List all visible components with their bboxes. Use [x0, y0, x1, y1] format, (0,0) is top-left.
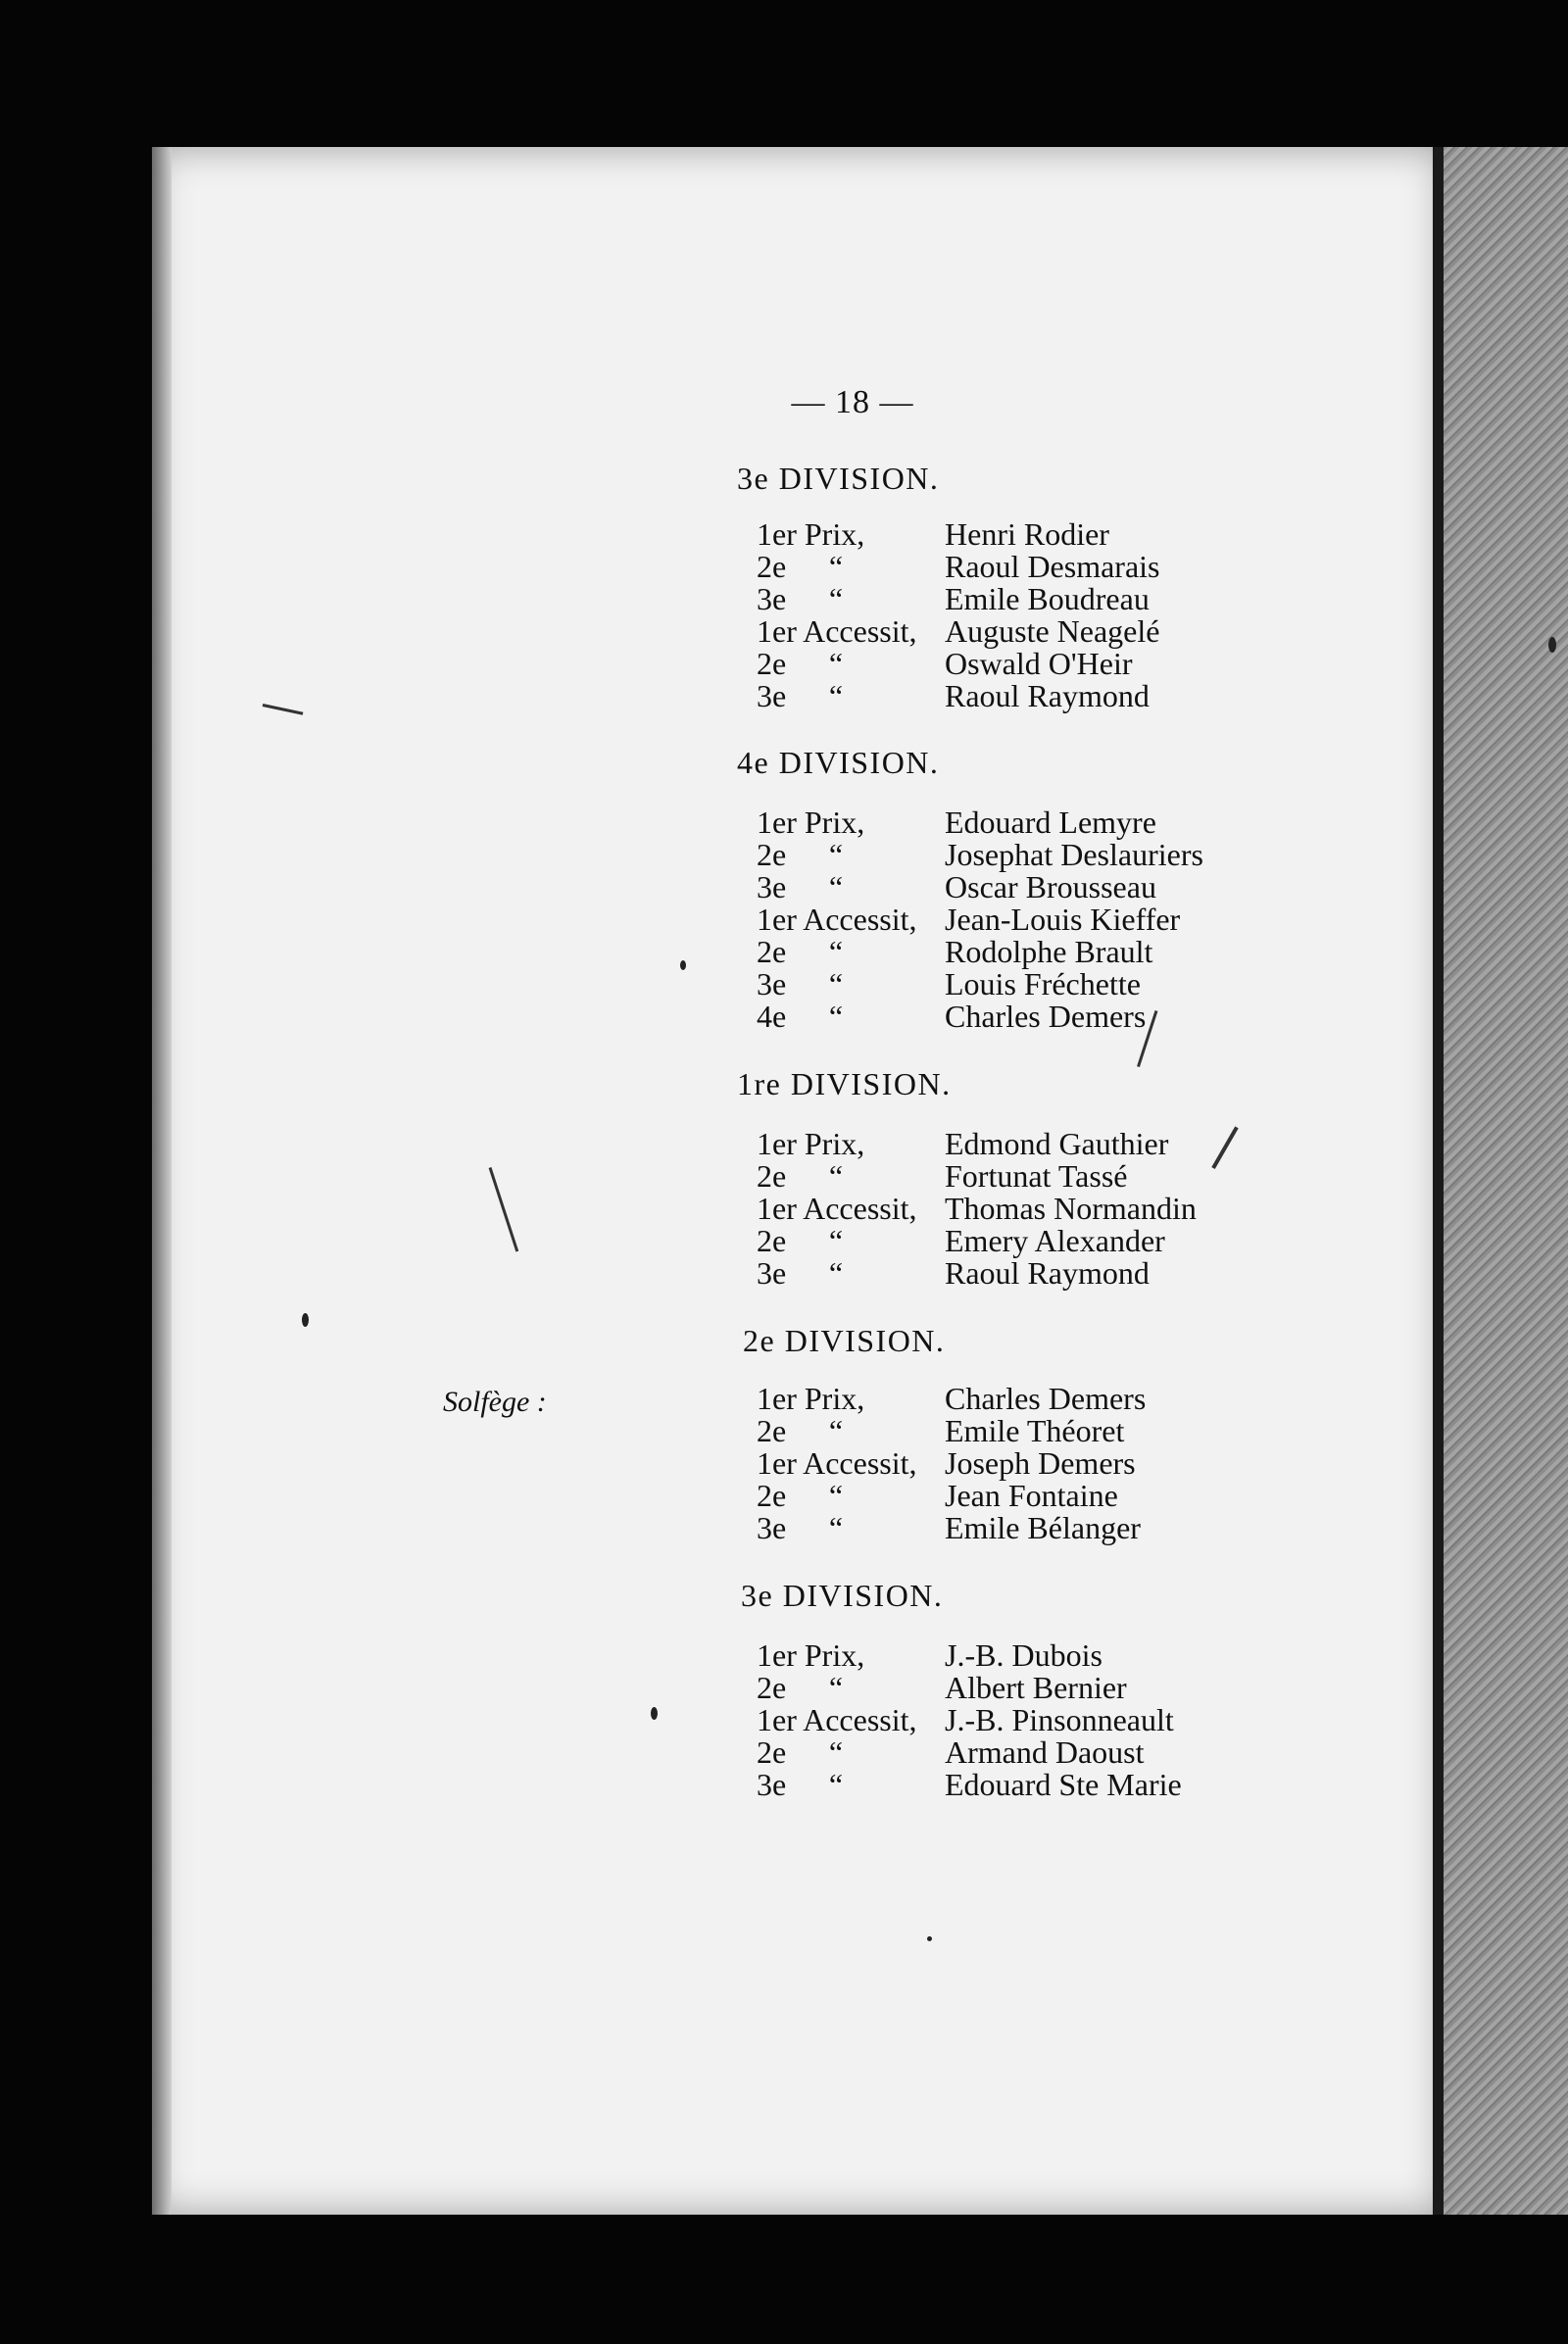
- ditto-mark: “: [828, 1478, 844, 1513]
- ditto-mark: “: [828, 1158, 844, 1194]
- ditto-mark: “: [828, 966, 844, 1001]
- ditto-mark: “: [828, 934, 844, 969]
- prize-entry: [757, 1735, 1266, 1769]
- ditto-mark: “: [828, 1413, 844, 1448]
- ditto-mark: “: [828, 646, 844, 681]
- prize-entry: [757, 1159, 1266, 1193]
- solfege-label: Solfège :: [443, 1386, 547, 1418]
- prize-entry: [757, 1768, 1266, 1801]
- ditto-mark: “: [828, 999, 844, 1034]
- ditto-mark: “: [828, 581, 844, 616]
- student-name: Edouard Lemyre: [945, 805, 1156, 840]
- prize-rank: 1er Prix,: [757, 1126, 865, 1161]
- student-name: Auguste Neagelé: [945, 613, 1160, 649]
- prize-rank: 2e: [757, 837, 787, 872]
- prize-rank: 1er Accessit,: [757, 1445, 917, 1481]
- prize-rank: 1er Prix,: [757, 1381, 865, 1416]
- student-name: Oswald O'Heir: [945, 646, 1133, 681]
- page-number: — 18 —: [791, 384, 914, 420]
- student-name: Edouard Ste Marie: [945, 1767, 1182, 1802]
- prize-entry: [757, 1382, 1266, 1415]
- division-heading: 4e DIVISION.: [737, 745, 940, 780]
- scan-speck: [927, 1936, 932, 1941]
- ditto-mark: “: [828, 1767, 844, 1802]
- prize-rank: 2e: [757, 646, 787, 681]
- student-name: Raoul Raymond: [945, 678, 1150, 713]
- prize-entry: [757, 935, 1266, 968]
- prize-entry: [757, 1192, 1266, 1225]
- prize-rank: 3e: [757, 869, 787, 904]
- student-name: Louis Fréchette: [945, 966, 1141, 1001]
- prize-rank: 3e: [757, 966, 787, 1001]
- prize-entry: [757, 870, 1266, 903]
- prize-entry: [757, 967, 1266, 1001]
- ditto-mark: “: [828, 1255, 844, 1291]
- prize-rank: 2e: [757, 1670, 787, 1705]
- student-name: Charles Demers: [945, 1381, 1147, 1416]
- prize-entry: [757, 679, 1266, 712]
- division-heading: 3e DIVISION.: [737, 461, 940, 496]
- prize-rank: 3e: [757, 1510, 787, 1545]
- prize-entry: [757, 614, 1266, 648]
- ditto-mark: “: [828, 1223, 844, 1258]
- student-name: Thomas Normandin: [945, 1191, 1197, 1226]
- prize-rank: 4e: [757, 999, 787, 1034]
- prize-rank: 2e: [757, 1413, 787, 1448]
- prize-rank: 2e: [757, 1478, 787, 1513]
- student-name: Oscar Brousseau: [945, 869, 1156, 904]
- student-name: Emile Bélanger: [945, 1510, 1141, 1545]
- ditto-mark: “: [828, 1734, 844, 1770]
- prize-rank: 2e: [757, 1734, 787, 1770]
- student-name: Emile Théoret: [945, 1413, 1125, 1448]
- ditto-mark: “: [828, 837, 844, 872]
- prize-rank: 1er Accessit,: [757, 1702, 917, 1737]
- student-name: Emile Boudreau: [945, 581, 1150, 616]
- student-name: Raoul Raymond: [945, 1255, 1150, 1291]
- student-name: Henri Rodier: [945, 516, 1109, 552]
- prize-rank: 2e: [757, 1158, 787, 1194]
- scan-speck: [651, 1707, 658, 1720]
- prize-rank: 1er Accessit,: [757, 902, 917, 937]
- adjacent-sheet: [1444, 147, 1568, 2215]
- student-name: Rodolphe Brault: [945, 934, 1153, 969]
- ditto-mark: “: [828, 549, 844, 584]
- division-heading: 3e DIVISION.: [741, 1578, 944, 1613]
- student-name: J.-B. Dubois: [945, 1637, 1102, 1673]
- prize-entry: [757, 838, 1266, 871]
- prize-entry: [757, 1638, 1266, 1672]
- prize-rank: 1er Accessit,: [757, 1191, 917, 1226]
- student-name: Emery Alexander: [945, 1223, 1165, 1258]
- prize-rank: 1er Prix,: [757, 1637, 865, 1673]
- prize-entry: [757, 1256, 1266, 1290]
- student-name: Raoul Desmarais: [945, 549, 1160, 584]
- prize-entry: [757, 1414, 1266, 1447]
- prize-rank: 1er Accessit,: [757, 613, 917, 649]
- prize-rank: 3e: [757, 1767, 787, 1802]
- prize-rank: 1er Prix,: [757, 805, 865, 840]
- prize-entry: [757, 1000, 1266, 1033]
- prize-entry: [757, 1511, 1266, 1544]
- prize-entry: [757, 647, 1266, 680]
- prize-rank: 3e: [757, 678, 787, 713]
- prize-entry: [757, 1703, 1266, 1736]
- student-name: Edmond Gauthier: [945, 1126, 1169, 1161]
- prize-rank: 2e: [757, 549, 787, 584]
- prize-entry: [757, 1671, 1266, 1704]
- ditto-mark: “: [828, 1670, 844, 1705]
- prize-entry: [757, 550, 1266, 583]
- page-edge-shadow: [152, 147, 172, 2215]
- student-name: Albert Bernier: [945, 1670, 1127, 1705]
- scan-speck: [302, 1313, 309, 1327]
- student-name: J.-B. Pinsonneault: [945, 1702, 1174, 1737]
- prize-rank: 2e: [757, 934, 787, 969]
- prize-entry: [757, 582, 1266, 615]
- prize-entry: [757, 1127, 1266, 1160]
- student-name: Joseph Demers: [945, 1445, 1136, 1481]
- ditto-mark: “: [828, 869, 844, 904]
- student-name: Josephat Deslauriers: [945, 837, 1203, 872]
- prize-entry: [757, 1224, 1266, 1257]
- ditto-mark: “: [828, 1510, 844, 1545]
- student-name: Jean-Louis Kieffer: [945, 902, 1181, 937]
- student-name: Charles Demers: [945, 999, 1147, 1034]
- division-heading: 2e DIVISION.: [743, 1323, 946, 1358]
- prize-entry: [757, 517, 1266, 551]
- ditto-mark: “: [828, 678, 844, 713]
- prize-rank: 1er Prix,: [757, 516, 865, 552]
- division-heading: 1re DIVISION.: [737, 1066, 952, 1101]
- student-name: Armand Daoust: [945, 1734, 1145, 1770]
- prize-rank: 3e: [757, 581, 787, 616]
- scan-speck: [1548, 637, 1556, 653]
- prize-rank: 3e: [757, 1255, 787, 1291]
- prize-entry: [757, 806, 1266, 839]
- scan-speck: [680, 960, 686, 970]
- prize-entry: [757, 1446, 1266, 1480]
- prize-entry: [757, 1479, 1266, 1512]
- prize-rank: 2e: [757, 1223, 787, 1258]
- student-name: Fortunat Tassé: [945, 1158, 1128, 1194]
- student-name: Jean Fontaine: [945, 1478, 1118, 1513]
- prize-entry: [757, 903, 1266, 936]
